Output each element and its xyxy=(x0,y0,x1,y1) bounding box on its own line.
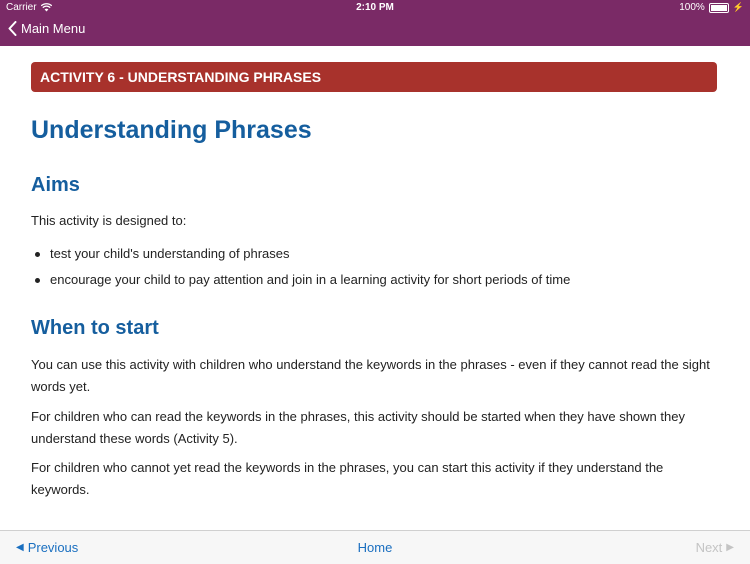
list-item xyxy=(35,269,570,291)
list-item xyxy=(35,243,290,265)
clock: 2:10 PM xyxy=(356,2,394,13)
bullet-dot xyxy=(35,278,40,283)
next-label: Next xyxy=(695,540,723,555)
bottom-toolbar xyxy=(0,530,750,564)
when-paragraph-1: You can use this activity with children who understand the keywords in the phrases - even if they cannot read the sight words yet. xyxy=(31,357,710,394)
next-button[interactable] xyxy=(696,540,734,555)
home-button-row xyxy=(0,540,750,555)
aims-heading: Aims xyxy=(31,174,80,196)
content-area[interactable] xyxy=(0,46,750,530)
when-paragraph-3: For children who cannot yet read the keywords in the phrases, you can start this activity if they understand the keywords. xyxy=(31,460,664,497)
battery-icon xyxy=(709,3,729,13)
battery-percent: 100% xyxy=(679,2,705,13)
status-right xyxy=(679,2,744,13)
page-title: Understanding Phrases xyxy=(31,116,312,144)
navigation-bar xyxy=(0,16,750,46)
bullet-dot xyxy=(35,252,40,257)
previous-label: Previous xyxy=(27,540,79,555)
when-paragraph-2: For children who can read the keywords in the phrases, this activity should be started when they have shown they understand these words (Activity 5). xyxy=(31,409,685,446)
chevron-left-icon xyxy=(8,21,17,36)
triangle-left-icon: ◀ xyxy=(16,542,24,553)
charging-icon: ⚡ xyxy=(732,2,744,12)
back-button[interactable] xyxy=(8,21,85,36)
bullet-text: test your child's understanding of phrases xyxy=(50,246,290,261)
triangle-right-icon: ▶ xyxy=(726,542,734,553)
back-button-label: Main Menu xyxy=(21,21,86,36)
when-to-start-heading: When to start xyxy=(31,317,159,339)
bullet-text: encourage your child to pay attention and join in a learning activity for short periods of time xyxy=(50,272,571,287)
activity-banner: ACTIVITY 6 - UNDERSTANDING PHRASES xyxy=(31,62,717,92)
carrier-label: Carrier xyxy=(6,2,37,13)
home-button[interactable]: Home xyxy=(357,540,393,555)
aims-intro: This activity is designed to: xyxy=(31,213,187,228)
status-bar xyxy=(0,0,750,16)
